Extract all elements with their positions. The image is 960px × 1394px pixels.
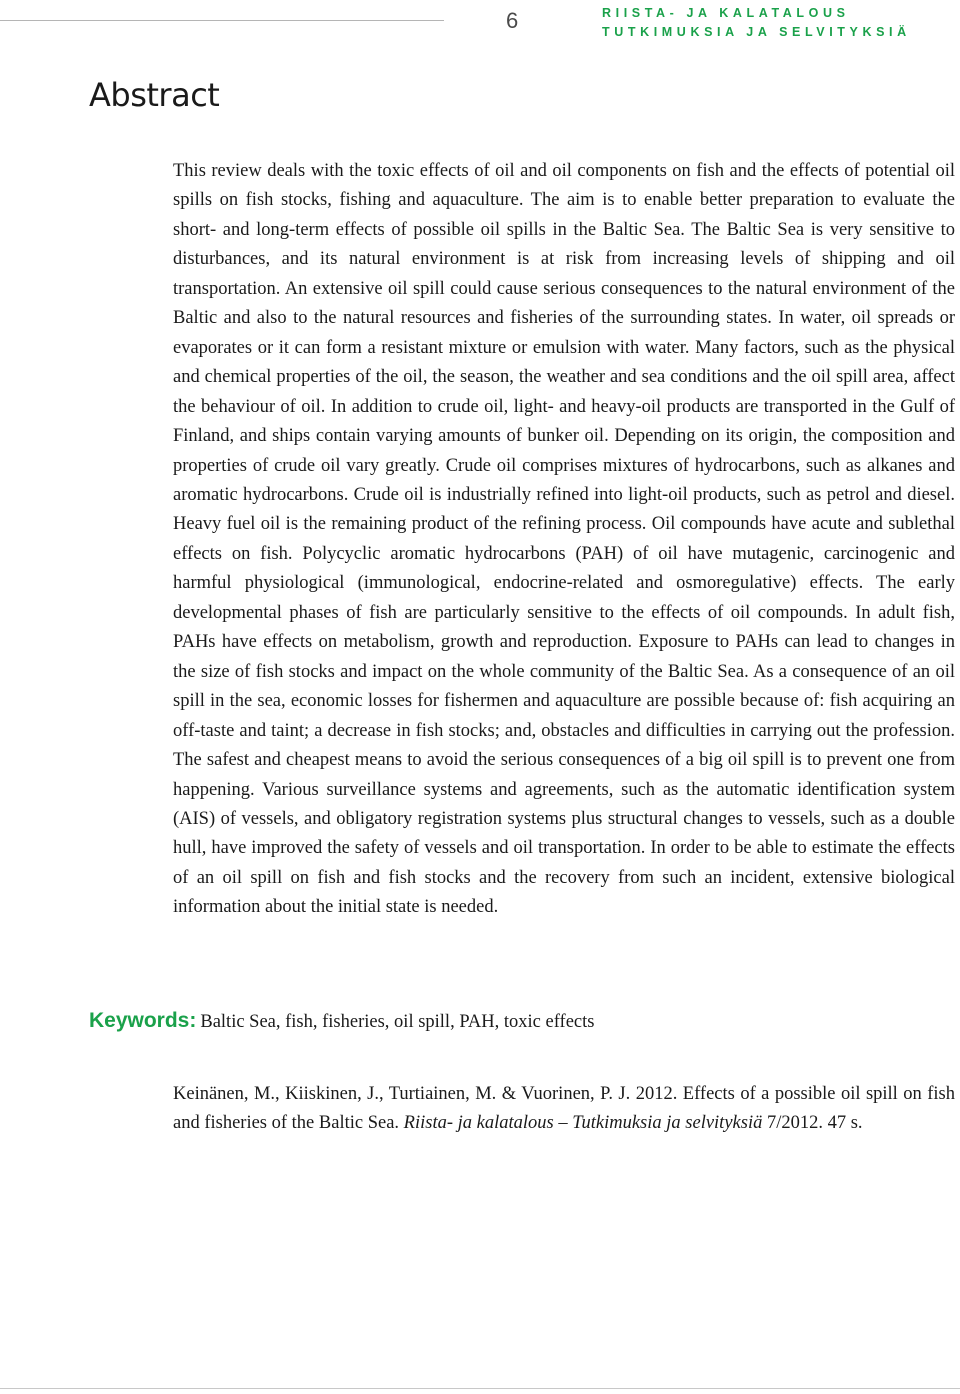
citation bbox=[173, 1080, 955, 1139]
keywords-label: Keywords: bbox=[89, 1009, 197, 1032]
series-title-line-2: TUTKIMUKSIA JA SELVITYKSIÄ bbox=[602, 25, 911, 39]
series-title-line-1: RIISTA- JA KALATALOUS bbox=[602, 6, 850, 20]
keywords-line bbox=[89, 1009, 594, 1033]
citation-issue-pages: 7/2012. 47 s. bbox=[766, 1113, 863, 1134]
footer-rule bbox=[0, 1388, 960, 1389]
series-title bbox=[602, 4, 911, 42]
header-rule bbox=[0, 20, 444, 21]
page-title: Abstract bbox=[89, 76, 220, 114]
page-number: 6 bbox=[506, 8, 519, 33]
abstract-text: This review deals with the toxic effects of oil and oil components on fish and the effects of potential oil spills on fish stocks, fishing and aquaculture. The aim is to enable better preparation to evaluate the short- and long-term effects of possible oil spills in the Baltic Sea. The Baltic Sea is very sensitive to disturbances, and its natural environment is at risk from increasing levels of shipping and oil transportation. An extensive oil spill could cause serious consequences to the natural environment of the Baltic and also to the natural resources and fisheries of the surrounding states. In water, oil spreads or evaporates or it can form a resistant mixture or emulsion with water. Many factors, such as the physical and chemical properties of the oil, the season, the weather and sea conditions and the oil spill area, affect the behaviour of oil. In addition to crude oil, light- and heavy-oil products are transported in the Gulf of Finland, and ships contain varying amounts of bunker oil. Depending on its origin, the composition and properties of crude oil vary greatly. Crude oil comprises mixtures of hydrocarbons, such as alkanes and aromatic hydrocarbons. Crude oil is industrially refined into light-oil products, such as petrol and diesel. Heavy fuel oil is the remaining product of the refining process. Oil compounds have acute and sublethal effects on fish. Polycyclic aromatic hydrocarbons (PAH) of oil have mutagenic, carcinogenic and harmful physiological (immunological, endocrine-related and osmoregulative) effects. The early developmental phases of fish are particularly sensitive to the effects of oil compounds. In adult fish, PAHs have effects on metabolism, growth and reproduction. Exposure to PAHs can lead to changes in the size of fish stocks and impact on the whole community of the Baltic Sea. As a consequence of an oil spill in the sea, economic losses for fishermen and aquaculture are possible because of: fish acquiring an off-taste and taint; a decrease in fish stocks; and, obstacles and difficulties in carrying out the profession. The safest and cheapest means to avoid the serious consequences of a big oil spill is to prevent one from happening. Various surveillance systems and agreements, such as the automatic identification system (AIS) of vessels, and obligatory registration systems plus structural changes to vessels, such as a double hull, have improved the safety of vessels and oil transportation. In order to be able to estimate the effects of an oil spill on fish and fish stocks and the recovery from such an incident, extensive biological information about the initial state is needed. bbox=[173, 161, 955, 918]
keywords-list: Baltic Sea, fish, fisheries, oil spill, PAH, toxic effects bbox=[200, 1012, 595, 1032]
citation-authors-title: Keinänen, M., Kiiskinen, J., Turtiainen, M. & Vuorinen, P. J. 2012. Effects of a possible oil spill on fish and fisheries of the Baltic Sea. bbox=[173, 1084, 955, 1134]
citation-series: Riista- ja kalatalous – Tutkimuksia ja selvityksiä bbox=[403, 1113, 763, 1134]
